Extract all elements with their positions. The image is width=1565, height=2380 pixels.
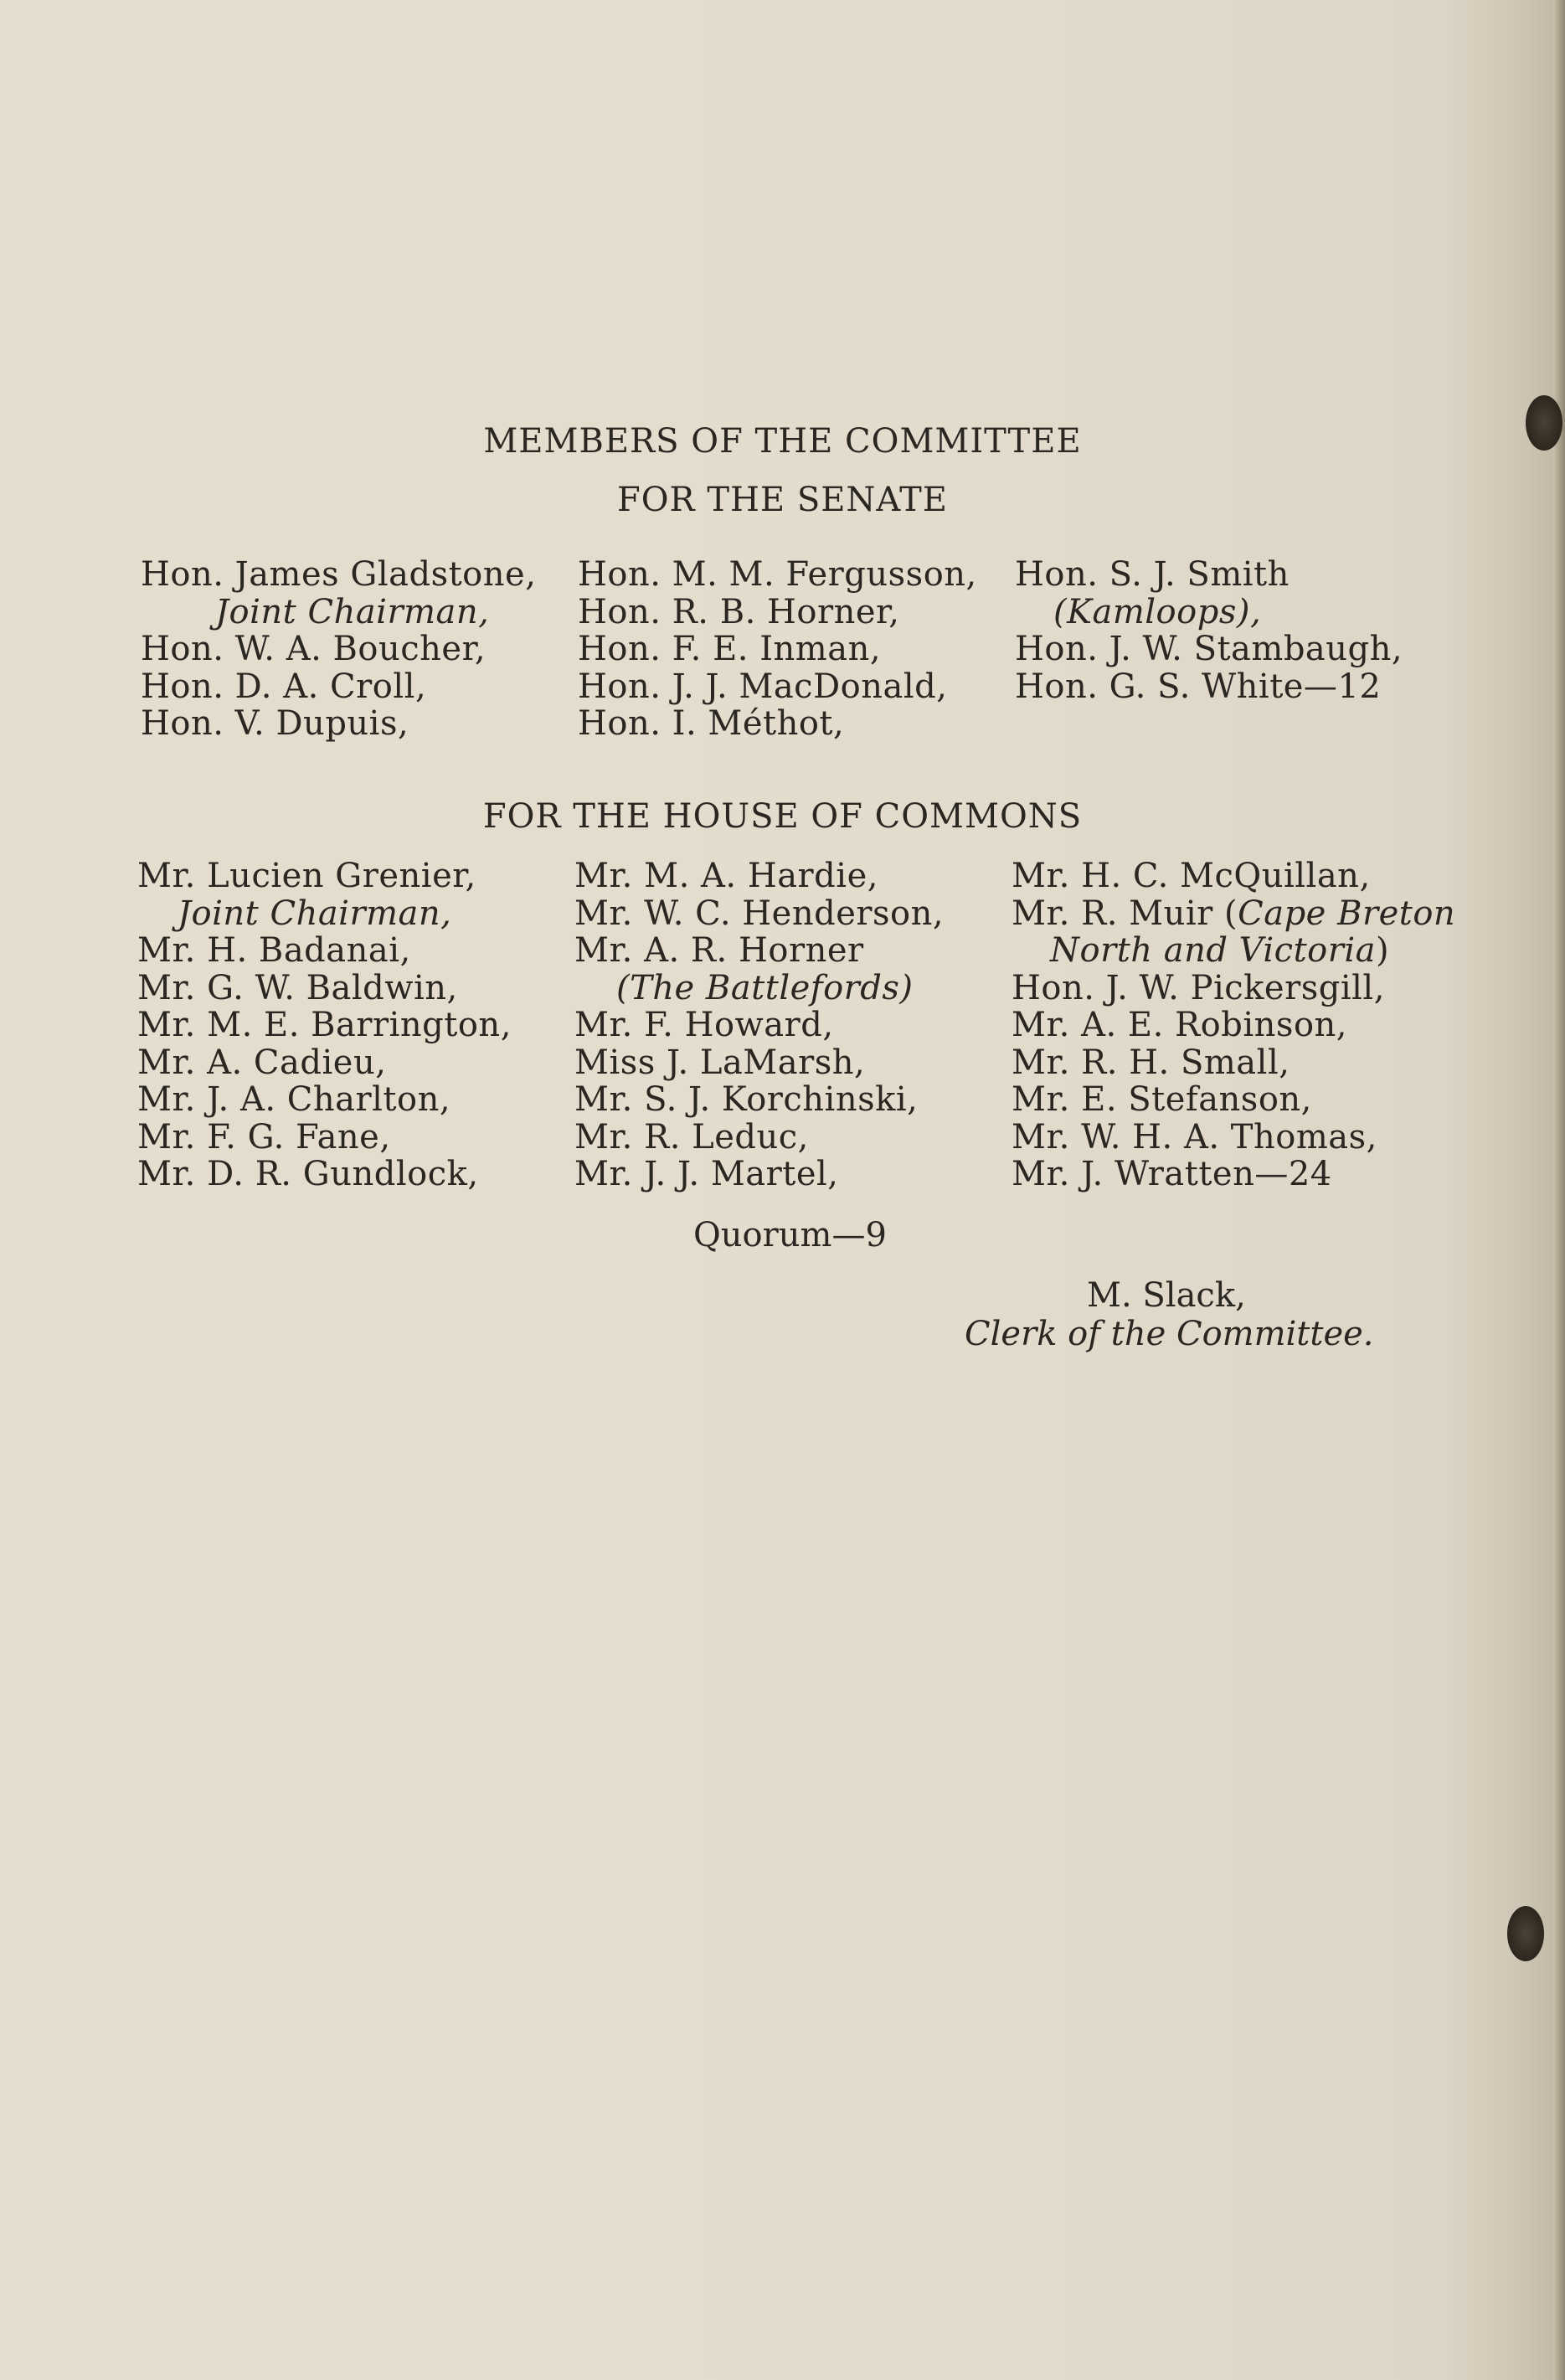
member-name: Mr. R. H. Small, [1012, 1043, 1290, 1082]
member-name: Hon. F. E. Inman, [578, 630, 882, 668]
member-riding: Cape Breton [1238, 894, 1456, 933]
member-name: Mr. F. G. Fane, [137, 1117, 391, 1157]
page-edge [1553, 0, 1565, 2380]
member-role: Joint Chairman, [215, 592, 490, 631]
senate-column-2 [578, 556, 977, 743]
member-name: Mr. W. H. A. Thomas, [1012, 1117, 1377, 1157]
senate-column-1 [141, 556, 536, 743]
member-name: Hon. J. W. Pickersgill, [1012, 968, 1385, 1007]
member-name: Hon. I. Méthot, [578, 704, 845, 743]
member-name: Miss J. LaMarsh, [574, 1043, 866, 1082]
commons-heading: FOR THE HOUSE OF COMMONS [482, 797, 1083, 836]
commons-column-1 [137, 858, 512, 1193]
quorum-text: Quorum—9 [693, 1216, 887, 1254]
member-name: Mr. W. C. Henderson, [574, 894, 945, 933]
commons-column-2 [574, 858, 944, 1193]
member-name: Mr. D. R. Gundlock, [137, 1155, 479, 1193]
member-name: Mr. M. E. Barrington, [137, 1006, 512, 1044]
clerk-title: Clerk of the Committee. [965, 1315, 1374, 1353]
senate-column-3 [1015, 556, 1403, 705]
member-name: Hon. M. M. Fergusson, [578, 555, 977, 594]
member-name: Hon. R. B. Horner, [578, 592, 900, 631]
member-name: Hon. J. W. Stambaugh, [1015, 630, 1403, 668]
member-name: Hon. S. J. Smith [1015, 555, 1290, 594]
member-name: Mr. S. J. Korchinski, [574, 1080, 919, 1119]
member-name: Mr. Lucien Grenier, [137, 857, 476, 895]
member-name: Hon. G. S. White—12 [1015, 667, 1382, 706]
binding-hole [1507, 1906, 1544, 1961]
member-name: Hon. J. J. MacDonald, [578, 667, 948, 706]
member-name: Mr. G. W. Baldwin, [137, 968, 458, 1007]
member-name: Mr. E. Stefanson, [1012, 1080, 1312, 1119]
member-name: Mr. M. A. Hardie, [574, 857, 878, 895]
page-title: MEMBERS OF THE COMMITTEE [483, 422, 1082, 461]
member-name: Hon. D. A. Croll, [141, 667, 427, 706]
member-name: Hon. V. Dupuis, [141, 704, 409, 743]
commons-column-3 [1012, 858, 1455, 1193]
member-name: Mr. H. Badanai, [137, 931, 411, 970]
member-name: Mr. J. J. Martel, [574, 1155, 839, 1193]
member-name: Mr. F. Howard, [574, 1006, 834, 1044]
member-name: Hon. James Gladstone, [141, 555, 537, 594]
member-name: Mr. J. A. Charlton, [137, 1080, 451, 1119]
member-role: Joint Chairman, [178, 894, 452, 933]
member-name: Mr. R. Muir (Cape Breton [1012, 894, 1456, 933]
member-name: Mr. A. Cadieu, [137, 1043, 387, 1082]
senate-heading: FOR THE SENATE [616, 481, 949, 519]
member-name: Mr. A. R. Horner [574, 931, 864, 970]
member-name: Mr. H. C. McQuillan, [1012, 857, 1371, 895]
member-name: Hon. W. A. Boucher, [141, 630, 486, 668]
member-name: Mr. J. Wratten—24 [1012, 1155, 1332, 1193]
member-riding: (The Battlefords) [616, 968, 914, 1007]
member-riding: North and Victoria [1050, 931, 1376, 970]
clerk-name: M. Slack, [1087, 1276, 1246, 1315]
member-riding: (Kamloops), [1053, 592, 1262, 631]
member-name: Mr. R. Leduc, [574, 1117, 809, 1157]
member-name: Mr. A. E. Robinson, [1012, 1006, 1348, 1044]
member-riding-cont: North and Victoria) [1050, 931, 1390, 970]
